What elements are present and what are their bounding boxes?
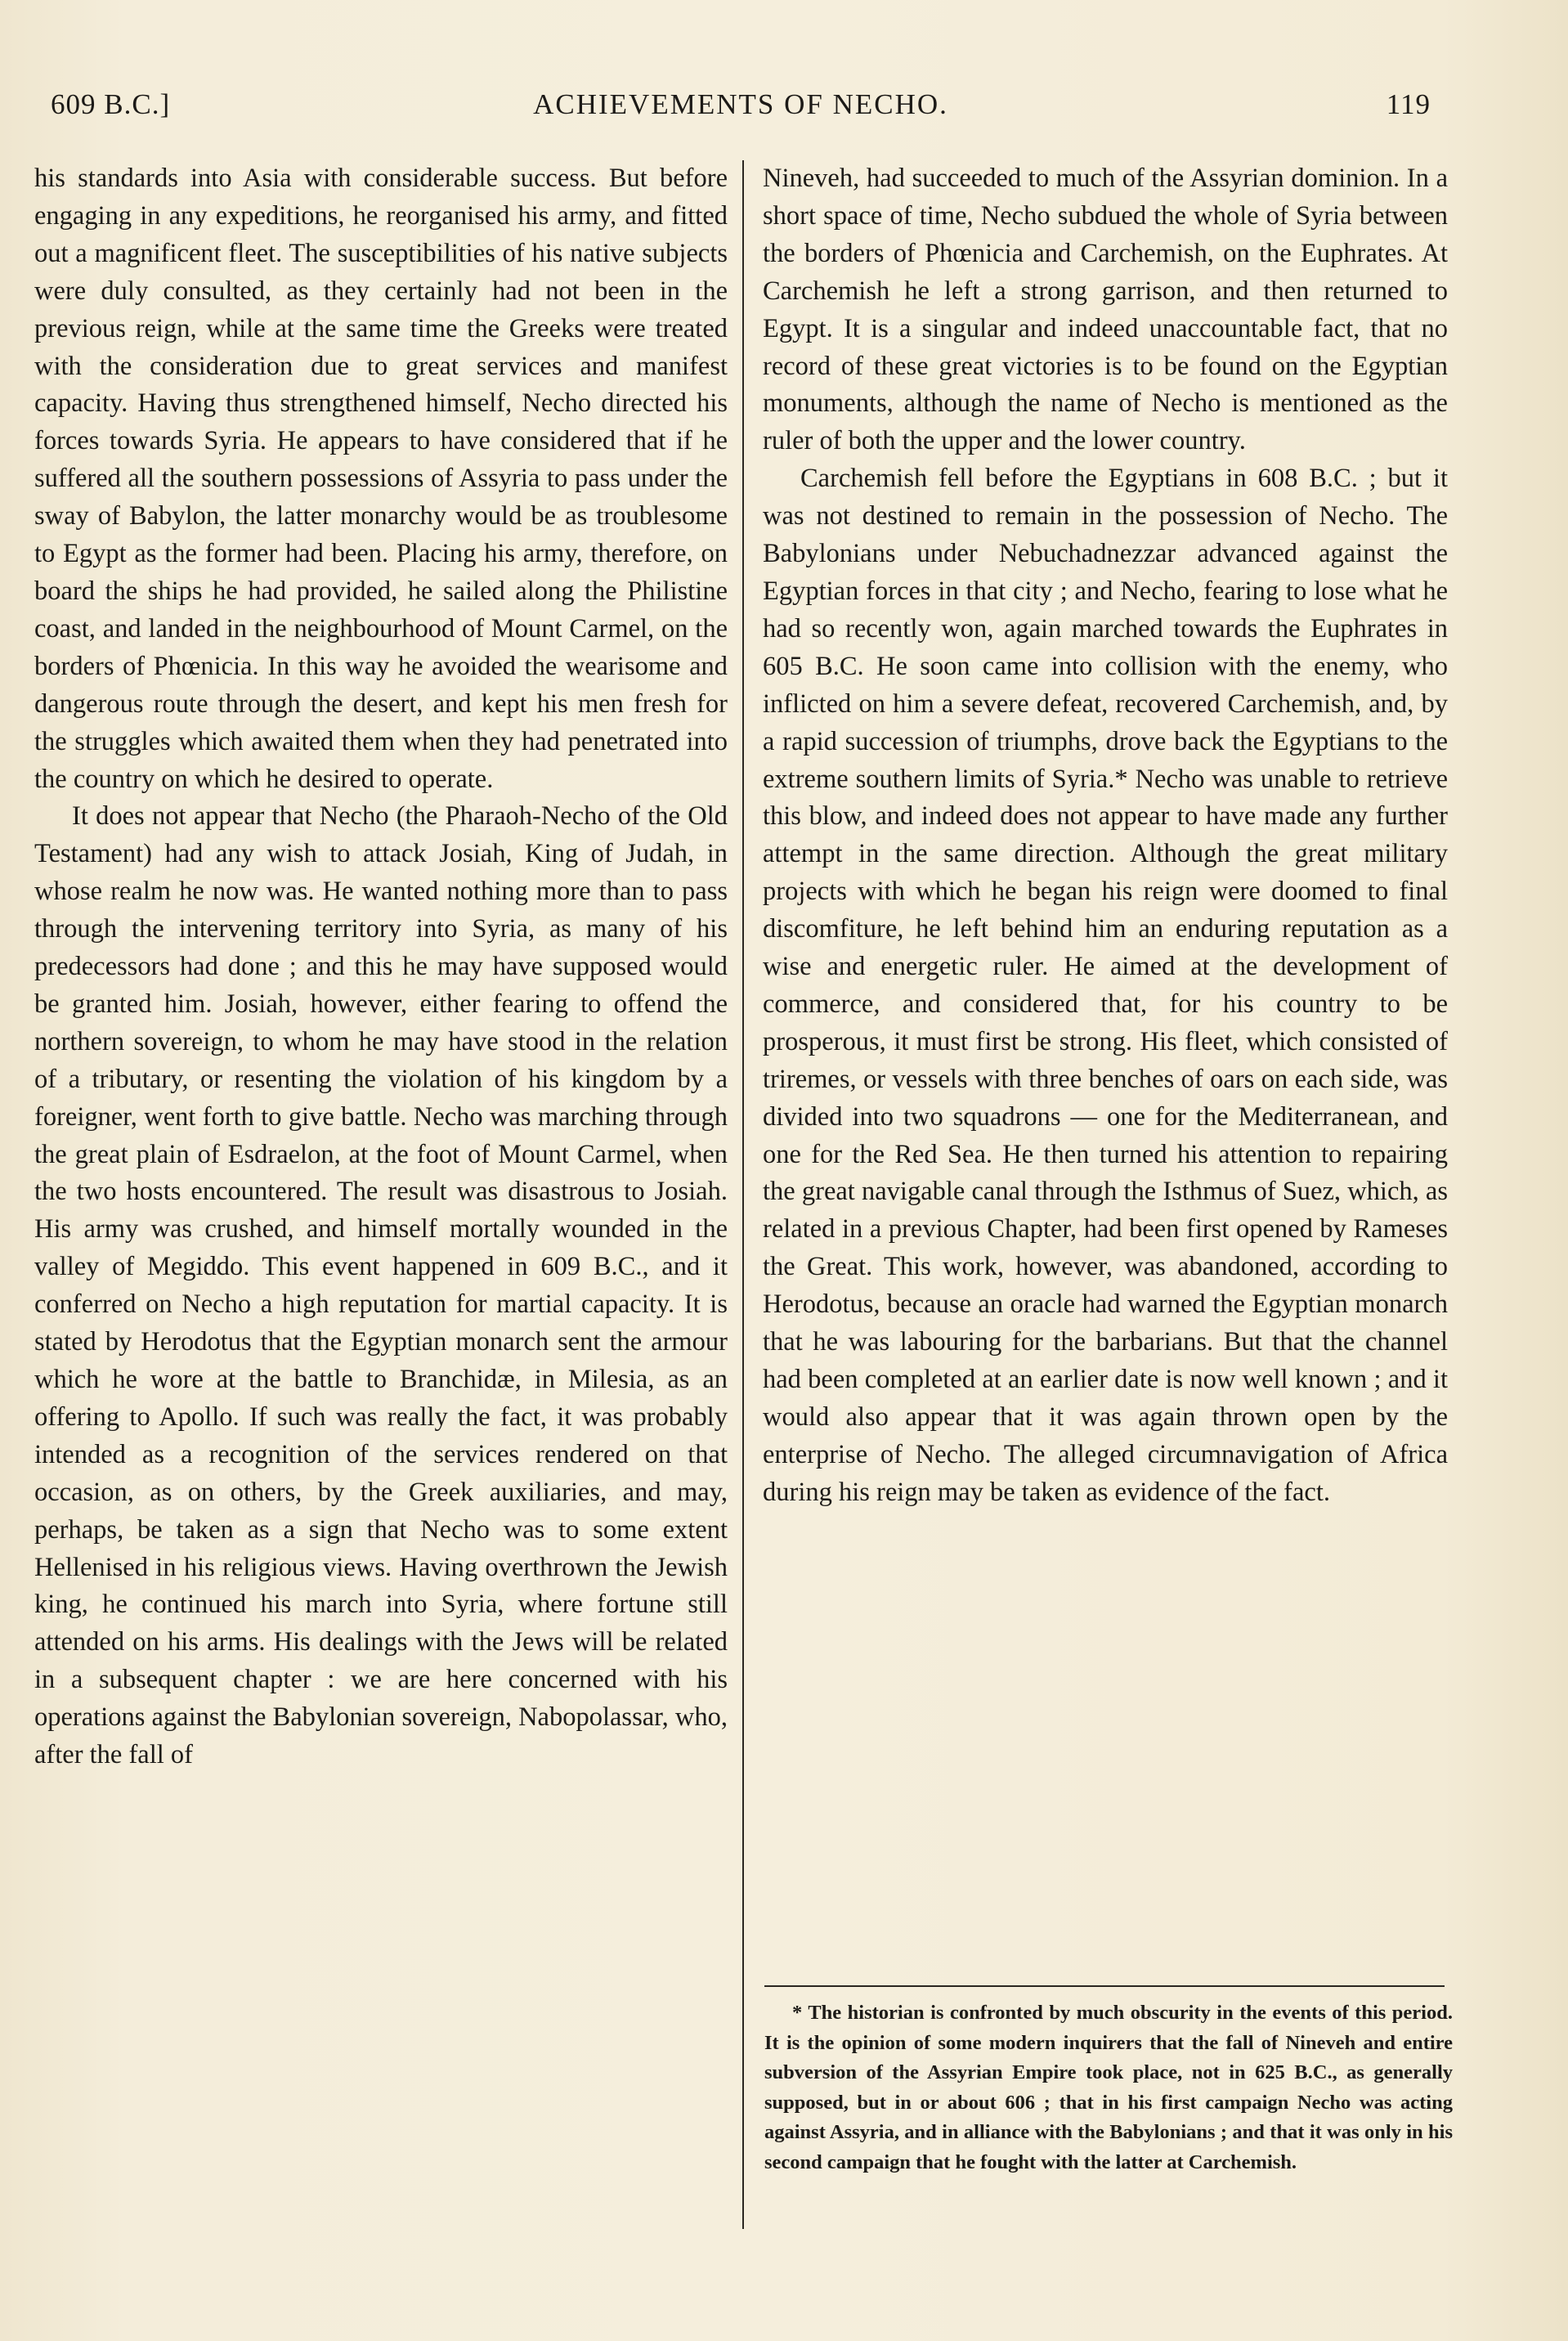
right-paragraph-1: Nineveh, had succeeded to much of the Assyrian dominion. In a short space of time, Necho subdued the whole of Syria between the borders of Phœnicia and Carchemish, on the Euphrates. At Carchemish he left a strong garrison, and then returned to Egypt. It is a singular and indeed unaccountable fact, that no record of these great victories is to be found on the Egyptian monuments, although the name of Necho is mentioned as the ruler of both the upper and the lower country.: [763, 164, 1448, 456]
left-paragraph-1: his standards into Asia with considerable success. But before engaging in any expeditions, he reorganised his army, and fitted out a magnificent fleet. The susceptibilities of his native subjects were duly consulted, as they certainly had not been in the previous reign, while at the same time the Greeks were treated with the consideration due to great services and manifest capacity. Having thus strengthened himself, Necho directed his forces towards Syria. He appears to have considered that if he suffered all the southern possessions of Assyria to pass under the sway of Babylon, the latter monarchy would be as troublesome to Egypt as the former had been. Placing his army, therefore, on board the ships he had provided, he sailed along the Philistine coast, and landed in the neighbourhood of Mount Carmel, on the borders of Phœnicia. In this way he avoided the wearisome and dangerous route through the desert, and kept his men fresh for the struggles which awaited them when they had penetrated into the country on which he desired to operate.: [34, 164, 728, 794]
left-column: [34, 160, 728, 1774]
page-number: 119: [1386, 88, 1431, 120]
right-paragraph-2: Carchemish fell before the Egyptians in 608 B.C. ; but it was not destined to remain in the possession of Necho. The Babylonians under Nebuchadnezzar advanced against the Egyptian forces in that city ; and Necho, fearing to lose what he had so recently won, again marched towards the Euphrates in 605 B.C. He soon came into collision with the enemy, who inflicted on him a severe defeat, recovered Carchemish, and, by a rapid succession of triumphs, drove back the Egyptians to the extreme southern limits of Syria.* Necho was unable to retrieve this blow, and indeed does not appear to have made any further attempt in the same direction. Although the great military projects with which he began his reign were doomed to final discomfiture, he left behind him an enduring reputation as a wise and energetic ruler. He aimed at the development of commerce, and considered that, for his country to be prosperous, it must first be strong. His fleet, which consisted of triremes, or vessels with three benches of oars on each side, was divided into two squadrons — one for the Mediterranean, and one for the Red Sea. He then turned his attention to repairing the great navigable canal through the Isthmus of Suez, which, as related in a previous Chapter, had been first opened by Rameses the Great. This work, however, was abandoned, according to Herodotus, because an oracle had warned the Egyptian monarch that he was labouring for the barbarians. But that the channel had been completed at an earlier date is now well known ; and it would also appear that it was again thrown open by the enterprise of Necho. The alleged circumnavigation of Africa during his reign may be taken as evidence of the fact.: [763, 464, 1448, 1507]
chapter-title: ACHIEVEMENTS OF NECHO.: [533, 88, 948, 120]
column-divider: [742, 160, 744, 2229]
running-head: [51, 88, 1431, 137]
right-column: [763, 160, 1448, 1512]
footnote-divider: [764, 1985, 1445, 1987]
left-paragraph-2: It does not appear that Necho (the Pharaoh-Necho of the Old Testament) had any wish to attack Josiah, King of Judah, in whose realm he now was. He wanted nothing more than to pass through the intervening territory into Syria, as many of his predecessors had done ; and this he may have supposed would be granted him. Josiah, however, either fearing to offend the northern sovereign, to whom he may have stood in the relation of a tributary, or resenting the violation of his kingdom by a foreigner, went forth to give battle. Necho was marching through the great plain of Esdraelon, at the foot of Mount Carmel, when the two hosts encountered. The result was disastrous to Josiah. His army was crushed, and himself mortally wounded in the valley of Megiddo. This event happened in 609 B.C., and it conferred on Necho a high reputation for martial capacity. It is stated by Herodotus that the Egyptian monarch sent the armour which he wore at the battle to Branchidæ, in Milesia, as an offering to Apollo. If such was really the fact, it was probably intended as a recognition of the services rendered on that occasion, as on others, by the Greek auxiliaries, and may, perhaps, be taken as a sign that Necho was to some extent Hellenised in his religious views. Having overthrown the Jewish king, he continued his march into Syria, where fortune still attended on his arms. His dealings with the Jews will be related in a subsequent chapter : we are here concerned with his operations against the Babylonian sovereign, Nabopolassar, who, after the fall of: [34, 801, 728, 1770]
header-date: 609 B.C.]: [51, 88, 171, 120]
footnote: * The historian is confronted by much obscurity in the events of this period. It is the opinion of some modern inquirers that the fall of Nineveh and entire subversion of the Assyrian Empire took place, not in 625 B.C., as generally supposed, but in or about 606 ; that in his first campaign Necho was acting against Assyria, and in alliance with the Babylonians ; and that it was only in his second campaign that he fought with the latter at Carchemish.: [764, 2002, 1453, 2173]
